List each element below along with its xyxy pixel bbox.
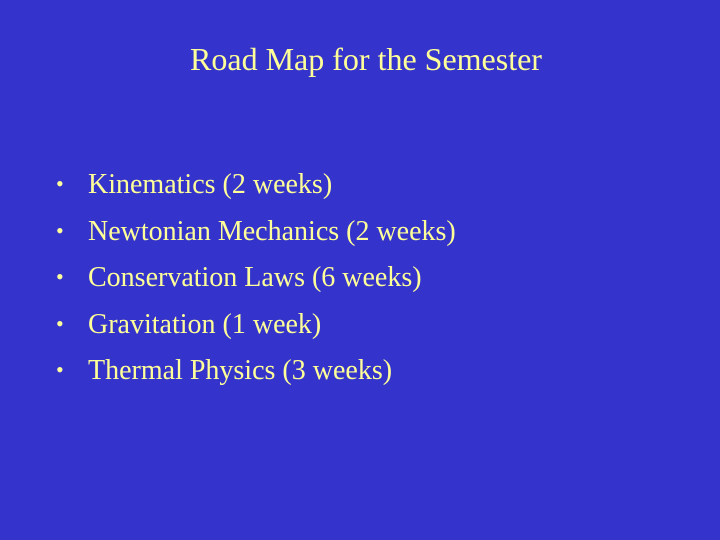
bullet-icon: • [56, 171, 64, 196]
bullet-icon: • [56, 310, 64, 336]
list-item-text: Thermal Physics (3 weeks) [88, 355, 393, 386]
list-item-text: Conservation Laws (6 weeks) [88, 262, 422, 293]
list-item [56, 302, 456, 349]
bullet-list [56, 162, 456, 395]
bullet-icon: • [56, 217, 64, 243]
list-item [56, 348, 456, 395]
list-item-text: Gravitation (1 week) [88, 308, 322, 340]
list-item-text: Kinematics (2 weeks) [88, 169, 333, 200]
bullet-icon: • [56, 264, 64, 289]
list-item [56, 209, 456, 256]
bullet-icon: • [56, 357, 64, 382]
slide-title: Road Map for the Semester [190, 41, 542, 77]
list-item [56, 162, 456, 209]
list-item [56, 255, 456, 302]
list-item-text: Newtonian Mechanics (2 weeks) [88, 215, 456, 247]
